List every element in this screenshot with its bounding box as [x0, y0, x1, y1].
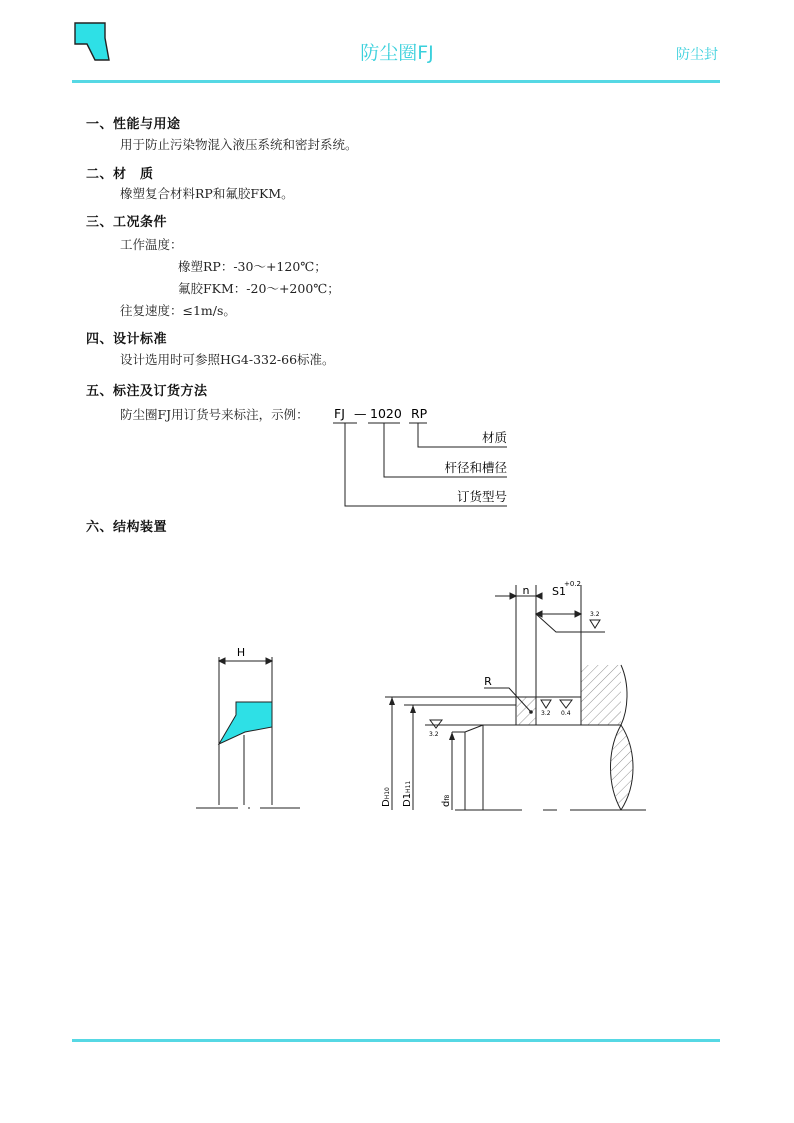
section-heading-conditions: 三、工况条件 [86, 215, 168, 230]
seal-profile [219, 702, 272, 744]
dim-s1-tolerance: +0.2 [564, 580, 581, 588]
section-heading-usage: 一、性能与用途 [86, 117, 181, 132]
order-code-dash: — [354, 406, 367, 421]
section-body-material: 橡塑复合材料RP和氟胶FKM。 [120, 186, 294, 201]
roughness-32-groove: 3.2 [541, 710, 551, 717]
label-material: 材质 [481, 430, 507, 445]
section-heading-structure: 六、结构装置 [86, 520, 168, 535]
dim-d-label: DH10 [381, 787, 392, 807]
roughness-32-top: 3.2 [590, 611, 600, 618]
page-title: 防尘圈FJ [360, 42, 434, 64]
section-body-standard: 设计选用时可参照HG4-332-66标准。 [120, 352, 335, 367]
label-rod-groove: 杆径和槽径 [444, 460, 507, 475]
structure-drawing [0, 560, 794, 830]
dim-n-label: n [522, 584, 530, 597]
speed-limit: 往复速度：≤1m/s。 [120, 303, 236, 318]
temperature-fkm: 氟胶FKM：-20～+200℃； [178, 281, 340, 296]
temperature-label: 工作温度： [120, 237, 183, 252]
footer-rule [72, 1039, 720, 1042]
dim-s1-label: S1 [552, 585, 566, 598]
order-code-diagram [0, 0, 794, 560]
order-code-material: RP [411, 406, 428, 421]
radius-label: R [484, 675, 492, 688]
order-code-fj: FJ [334, 406, 345, 421]
temperature-rp: 橡塑RP：-30～+120℃； [178, 259, 327, 274]
dim-small-d-label: df8 [441, 794, 452, 807]
roughness-04-groove: 0.4 [561, 710, 571, 717]
ordering-example-text: 防尘圈FJ用订货号来标注，示例： [120, 407, 309, 422]
order-code-size: 1020 [370, 406, 402, 421]
section-heading-material: 二、材 质 [86, 167, 154, 182]
roughness-32-left: 3.2 [429, 731, 439, 738]
section-heading-standard: 四、设计标准 [86, 332, 168, 347]
section-heading-ordering: 五、标注及订货方法 [86, 384, 208, 399]
dim-d1-label: D1H11 [402, 780, 413, 807]
section-body-usage: 用于防止污染物混入液压系统和密封系统。 [120, 137, 358, 152]
dim-h-label: H [236, 646, 246, 659]
page-category: 防尘封 [676, 47, 718, 63]
label-order-model: 订货型号 [456, 489, 507, 504]
